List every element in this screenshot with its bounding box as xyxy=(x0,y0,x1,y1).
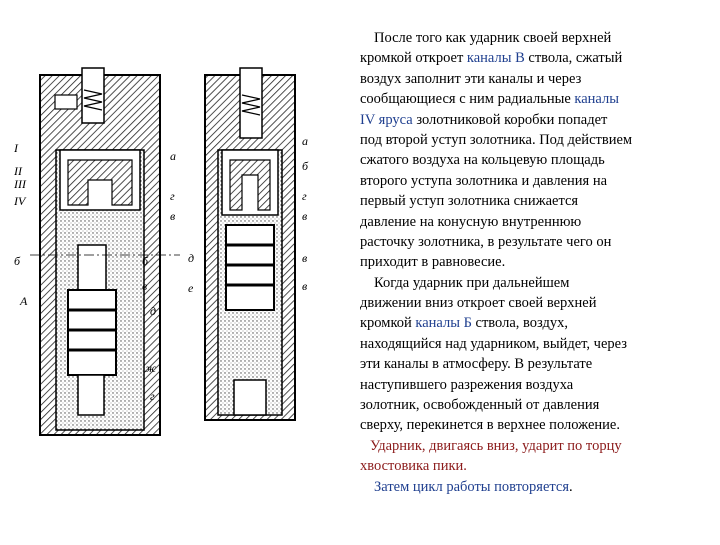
label-II: II xyxy=(14,164,22,178)
text-line-15: кромкой каналы Б ствола, воздух, xyxy=(360,315,568,332)
text-line-7: сжатого воздуха на кольцевую площадь xyxy=(360,152,605,169)
label-a-left: а xyxy=(170,149,176,163)
label-zh: ж xyxy=(145,361,157,375)
label-v-left: в xyxy=(170,209,176,223)
text-line-20: сверху, перекинется в верхнее положение. xyxy=(360,417,620,434)
label-v-right: в xyxy=(302,209,308,223)
channels-b-term: каналы Б xyxy=(415,315,472,332)
left-drawing xyxy=(30,68,180,435)
text-line-19: золотник, освобожденный от давления xyxy=(360,397,600,414)
text-line-10: давление на конусную внутреннюю xyxy=(360,213,582,230)
text-line-9: первый уступ золотника снижается xyxy=(360,193,579,210)
label-d-right: д xyxy=(188,251,195,265)
text-line-2: кромкой откроет каналы В ствола, сжатый xyxy=(360,50,623,67)
label-b2-left: б xyxy=(142,254,149,268)
channels-v-term: каналы В xyxy=(466,50,525,67)
explanation-text xyxy=(360,28,715,497)
text-line-17: эти каналы в атмосферу. В результате xyxy=(360,356,593,373)
text-line-23: Затем цикл работы повторяется. xyxy=(374,478,573,495)
text-line-18: наступившего разрежения воздуха xyxy=(360,376,574,393)
label-g-bottom: г xyxy=(150,389,155,403)
text-line-21: Ударник, двигаясь вниз, ударит по торцу xyxy=(370,437,622,454)
label-g-left: г xyxy=(170,189,175,203)
label-g-right: г xyxy=(302,189,307,203)
text-line-5: IV яруса золотниковой коробки попадет xyxy=(360,111,608,128)
text-line-14: движении вниз откроет своей верхней xyxy=(360,295,597,312)
label-b-left: б xyxy=(14,254,21,268)
cross-section-drawing xyxy=(0,0,360,540)
label-e-right: е xyxy=(188,281,194,295)
text-line-3: воздух заполнит эти каналы и через xyxy=(360,70,582,87)
label-III: III xyxy=(14,177,26,191)
label-A: А xyxy=(20,294,28,308)
label-d-left: д xyxy=(150,304,157,318)
text-line-4: сообщающиеся с ним радиальные каналы xyxy=(360,91,619,108)
text-line-22: хвостовика пики. xyxy=(360,458,467,475)
right-drawing xyxy=(205,68,295,420)
text-line-12: приходит в равновесие. xyxy=(360,254,506,271)
tier-iv-term: IV яруса xyxy=(360,111,413,128)
label-v3-right: в xyxy=(302,279,308,293)
text-line-6: под второй уступ золотника. Под действием xyxy=(360,131,633,148)
label-I: I xyxy=(14,141,18,155)
label-v2-left: в xyxy=(142,279,148,293)
label-IV: IV xyxy=(14,194,26,208)
text-line-16: находящийся над ударником, выйдет, через xyxy=(360,335,627,352)
text-line-13: Когда ударник при дальнейшем xyxy=(374,274,570,291)
channels-term: каналы xyxy=(574,91,619,108)
label-a-right: а xyxy=(302,134,308,148)
label-v2-right: в xyxy=(302,251,308,265)
label-b-right: б xyxy=(302,159,309,173)
text-line-11: расточку золотника, в результате чего он xyxy=(360,233,612,250)
hammer-cross-section-figure xyxy=(0,0,360,540)
text-line-1: После того как ударник своей верхней xyxy=(374,30,612,46)
text-line-8: второго уступа золотника и давления на xyxy=(360,172,608,189)
